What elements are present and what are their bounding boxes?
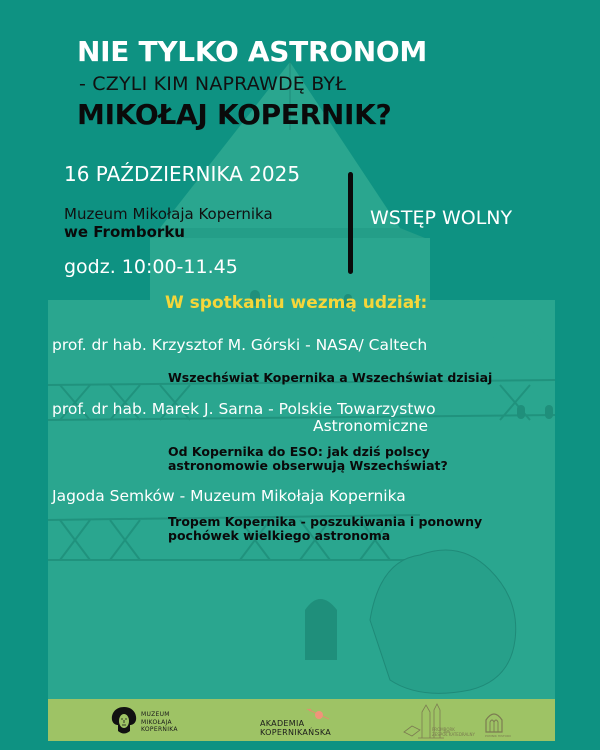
event-date: 16 PAŹDZIERNIKA 2025 xyxy=(64,162,301,186)
event-venue: Muzeum Mikołaja Kopernika xyxy=(64,205,273,223)
participants-heading: W spotkaniu wezmą udział: xyxy=(165,293,428,313)
title-line-2: - CZYLI KIM NAPRAWDĘ BYŁ xyxy=(79,73,347,95)
talk-title-line: pochówek wielkiego astronoma xyxy=(168,528,391,543)
speaker-name: Jagoda Semków - Muzeum Mikołaja Kopernika xyxy=(52,487,406,505)
event-venue-location: we Fromborku xyxy=(64,223,185,241)
speaker-affiliation-continued: Astronomiczne xyxy=(313,417,429,435)
speaker-name: prof. dr hab. Marek J. Sarna - Polskie Towarzystwo xyxy=(52,400,436,418)
logo-frombork-text: FROMBORK ZESPÓŁ KATEDRALNY xyxy=(432,727,475,737)
speaker-name: prof. dr hab. Krzysztof M. Górski - NASA/ Caltech xyxy=(52,336,428,354)
talk-title-line: Od Kopernika do ESO: jak dziś polscy xyxy=(168,444,430,459)
logo-muzeum-text: MUZEUM MIKOŁAJA KOPERNIKA xyxy=(141,711,178,733)
title-line-3: MIKOŁAJ KOPERNIK? xyxy=(77,98,392,131)
talk-title-line: Tropem Kopernika - poszukiwania i ponowny xyxy=(168,514,483,529)
talk-title: Wszechświat Kopernika a Wszechświat dzisiaj xyxy=(168,370,493,385)
event-hours: godz. 10:00-11.45 xyxy=(64,256,238,278)
logo-akademia-text: AKADEMIA KOPERNIKAŃSKA xyxy=(260,719,332,737)
copernicus-portrait-icon xyxy=(109,705,139,737)
gothic-arch-icon xyxy=(484,710,504,734)
talk-title-line: astronomowie obserwują Wszechświat? xyxy=(168,458,448,473)
vertical-divider xyxy=(348,172,353,274)
logo-pomnik-text: POMNIK HISTORII xyxy=(485,734,511,738)
admission-badge: WSTĘP WOLNY xyxy=(370,207,513,229)
title-line-1: NIE TYLKO ASTRONOM xyxy=(77,35,427,68)
talk-title xyxy=(168,515,482,543)
talk-title xyxy=(168,445,448,473)
